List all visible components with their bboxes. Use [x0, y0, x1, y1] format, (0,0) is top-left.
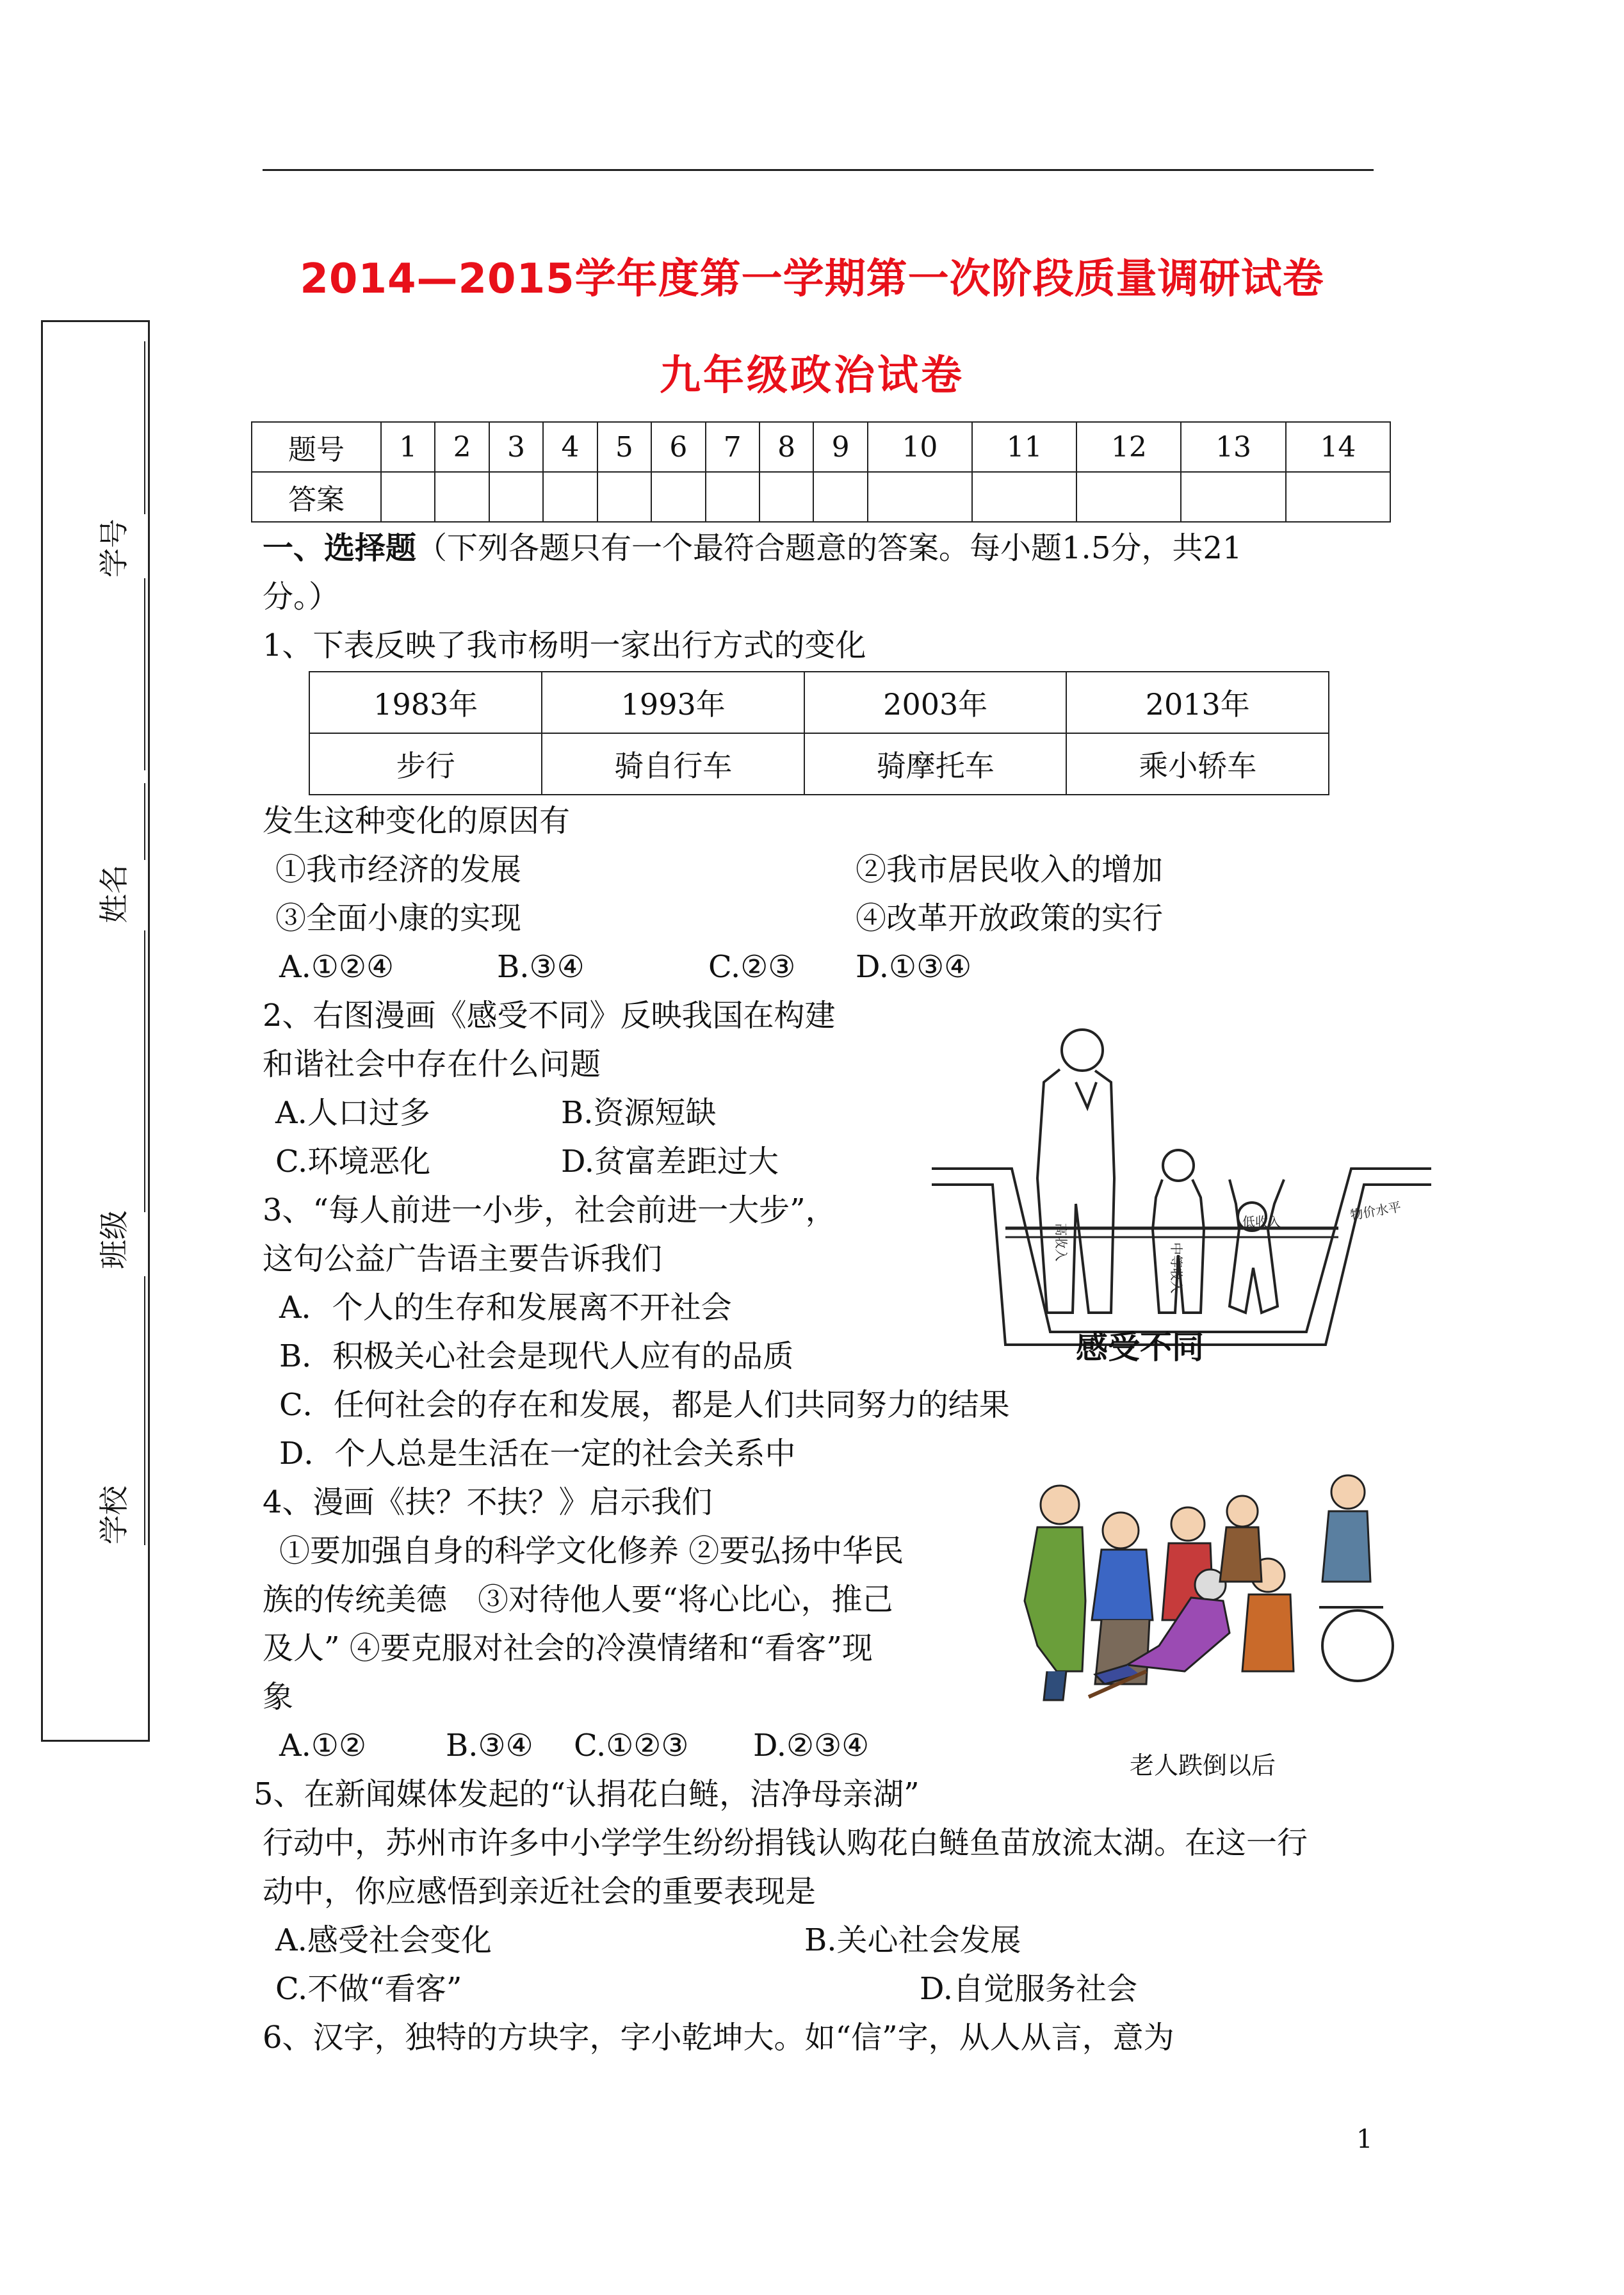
qnum: 13	[1181, 422, 1285, 472]
q2-stem: 2、右图漫画《感受不同》反映我国在构建	[263, 998, 836, 1034]
q2-choice[interactable]: A.人口过多	[275, 1095, 430, 1131]
q5-choice[interactable]: C.不做“看客”	[275, 1971, 462, 2007]
q4-choice[interactable]: B.③④	[446, 1728, 533, 1764]
q1-mode: 乘小轿车	[1066, 733, 1329, 795]
q3-stem: 3、“每人前进一小步，社会前进一大步”，	[263, 1192, 836, 1228]
class-label: 班级	[97, 1210, 131, 1269]
qnum: 1	[381, 422, 435, 472]
price-level-label: 物价水平	[1349, 1199, 1402, 1223]
answer-cell[interactable]	[543, 472, 597, 522]
q1-mode: 骑摩托车	[804, 733, 1067, 795]
answer-cell[interactable]	[651, 472, 705, 522]
q1-year: 2003年	[804, 672, 1067, 733]
name-field-ext[interactable]	[144, 930, 145, 1212]
q4-options-line: 象	[263, 1679, 294, 1715]
qnum: 2	[435, 422, 489, 472]
q1-option: ③全面小康的实现	[275, 900, 522, 936]
q2-choice[interactable]: D.贫富差距过大	[561, 1144, 779, 1180]
qnum: 10	[868, 422, 972, 472]
answer-cell[interactable]	[868, 472, 972, 522]
q3-choice[interactable]: C．任何社会的存在和发展，都是人们共同努力的结果	[279, 1387, 1010, 1423]
low-income-label: 低收入	[1242, 1214, 1281, 1229]
qnum: 14	[1286, 422, 1390, 472]
answer-cell[interactable]	[972, 472, 1076, 522]
q1-mode: 步行	[309, 733, 542, 795]
qnum: 6	[651, 422, 705, 472]
q1-mode: 骑自行车	[542, 733, 804, 795]
q3-choice[interactable]: D．个人总是生活在一定的社会关系中	[279, 1436, 796, 1472]
q5-stem-cont: 动中，你应感悟到亲近社会的重要表现是	[263, 1874, 816, 1910]
student-id-label: 学号	[97, 519, 131, 578]
cartoon-elderly-fall	[999, 1454, 1409, 1710]
q1-option: ④改革开放政策的实行	[856, 900, 1164, 936]
q1-option: ②我市居民收入的增加	[856, 852, 1164, 888]
answer-cell[interactable]	[706, 472, 759, 522]
q4-options-line: 及人” ④要克服对社会的冷漠情绪和“看客”现	[263, 1630, 873, 1666]
section-instruction: （下列各题只有一个最符合题意的答案。每小题1.5分，共21	[416, 530, 1242, 566]
answer-label: 答案	[252, 472, 381, 522]
middle-income-label: 中等收入	[1169, 1242, 1184, 1293]
q1-year: 1993年	[542, 672, 804, 733]
q4-options-line: 族的传统美德 ③对待他人要“将心比心，推己	[263, 1582, 893, 1618]
qnum: 5	[597, 422, 651, 472]
q6-stem: 6、汉字，独特的方块字，字小乾坤大。如“信”字，从人从言，意为	[263, 2020, 1174, 2056]
answer-cell[interactable]	[435, 472, 489, 522]
q1-choice[interactable]: A.①②④	[279, 949, 394, 985]
question-number-label: 题号	[252, 422, 381, 472]
page-number: 1	[1356, 2125, 1373, 2154]
q1-choice[interactable]: C.②③	[708, 949, 796, 985]
q1-stem: 1、下表反映了我市杨明一家出行方式的变化	[263, 628, 866, 663]
cartoon-caption-different-feelings: 感受不同	[1076, 1329, 1204, 1366]
q5-choice[interactable]: D.自觉服务社会	[920, 1971, 1138, 2007]
school-field[interactable]	[144, 1340, 145, 1481]
q1-choice[interactable]: B.③④	[497, 949, 585, 985]
section-heading: 一、选择题	[263, 530, 417, 566]
answer-cell[interactable]	[1181, 472, 1285, 522]
answer-cell[interactable]	[1286, 472, 1390, 522]
q4-stem: 4、漫画《扶？不扶？》启示我们	[263, 1484, 713, 1520]
q2-choice[interactable]: B.资源短缺	[561, 1095, 717, 1131]
answer-cell[interactable]	[813, 472, 867, 522]
q3-choice[interactable]: B．积极关心社会是现代人应有的品质	[279, 1338, 794, 1374]
answer-cell[interactable]	[1076, 472, 1181, 522]
exam-title: 2014—2015学年度第一学期第一次阶段质量调研试卷	[300, 255, 1324, 303]
name-label: 姓名	[97, 864, 131, 923]
section-instruction-cont: 分。）	[263, 579, 340, 615]
answer-grid	[251, 421, 1391, 523]
school-label: 学校	[97, 1486, 131, 1545]
q1-option: ①我市经济的发展	[275, 852, 522, 888]
q1-table	[309, 671, 1329, 795]
qnum: 12	[1076, 422, 1181, 472]
qnum: 4	[543, 422, 597, 472]
q1-year: 2013年	[1066, 672, 1329, 733]
qnum: 9	[813, 422, 867, 472]
section-instruction-line	[263, 530, 1242, 566]
q3-choice[interactable]: A．个人的生存和发展离不开社会	[279, 1290, 732, 1326]
q4-options-line: ①要加强自身的科学文化修养 ②要弘扬中华民	[279, 1533, 904, 1569]
cartoon-different-feelings	[929, 1012, 1434, 1370]
q1-choice[interactable]: D.①③④	[856, 949, 972, 985]
q2-stem-cont: 和谐社会中存在什么问题	[263, 1046, 601, 1082]
question-number-row	[252, 422, 1390, 472]
q5-stem-cont: 行动中，苏州市许多中小学学生纷纷捐钱认购花白鲢鱼苗放流太湖。在这一行	[263, 1825, 1308, 1861]
qnum: 8	[759, 422, 813, 472]
answer-cell[interactable]	[759, 472, 813, 522]
exam-subtitle: 九年级政治试卷	[660, 352, 964, 400]
student-id-field[interactable]	[144, 341, 145, 514]
q5-choice[interactable]: B.关心社会发展	[804, 1922, 1021, 1958]
name-field[interactable]	[144, 783, 145, 860]
qnum: 3	[489, 422, 543, 472]
answer-cell[interactable]	[381, 472, 435, 522]
q5-choice[interactable]: A.感受社会变化	[275, 1922, 492, 1958]
answer-cell[interactable]	[489, 472, 543, 522]
answer-cell[interactable]	[597, 472, 651, 522]
header-rule	[263, 169, 1374, 171]
binding-strip	[41, 320, 150, 1742]
q4-choice[interactable]: C.①②③	[574, 1728, 689, 1764]
q2-choice[interactable]: C.环境恶化	[275, 1144, 431, 1180]
q1-ask: 发生这种变化的原因有	[263, 803, 571, 839]
q3-stem-cont: 这句公益广告语主要告诉我们	[263, 1241, 663, 1277]
q4-choice[interactable]: D.②③④	[753, 1728, 870, 1764]
q4-choice[interactable]: A.①②	[279, 1728, 366, 1764]
answer-row	[252, 472, 1390, 522]
high-income-label: 高收入	[1053, 1223, 1069, 1261]
cartoon-caption-elderly-fall: 老人跌倒以后	[1130, 1751, 1276, 1780]
student-id-field-ext[interactable]	[144, 578, 145, 770]
q5-stem: 5、在新闻媒体发起的“认捐花白鲢，洁净母亲湖”	[254, 1776, 920, 1812]
qnum: 11	[972, 422, 1076, 472]
q1-year: 1983年	[309, 672, 542, 733]
qnum: 7	[706, 422, 759, 472]
